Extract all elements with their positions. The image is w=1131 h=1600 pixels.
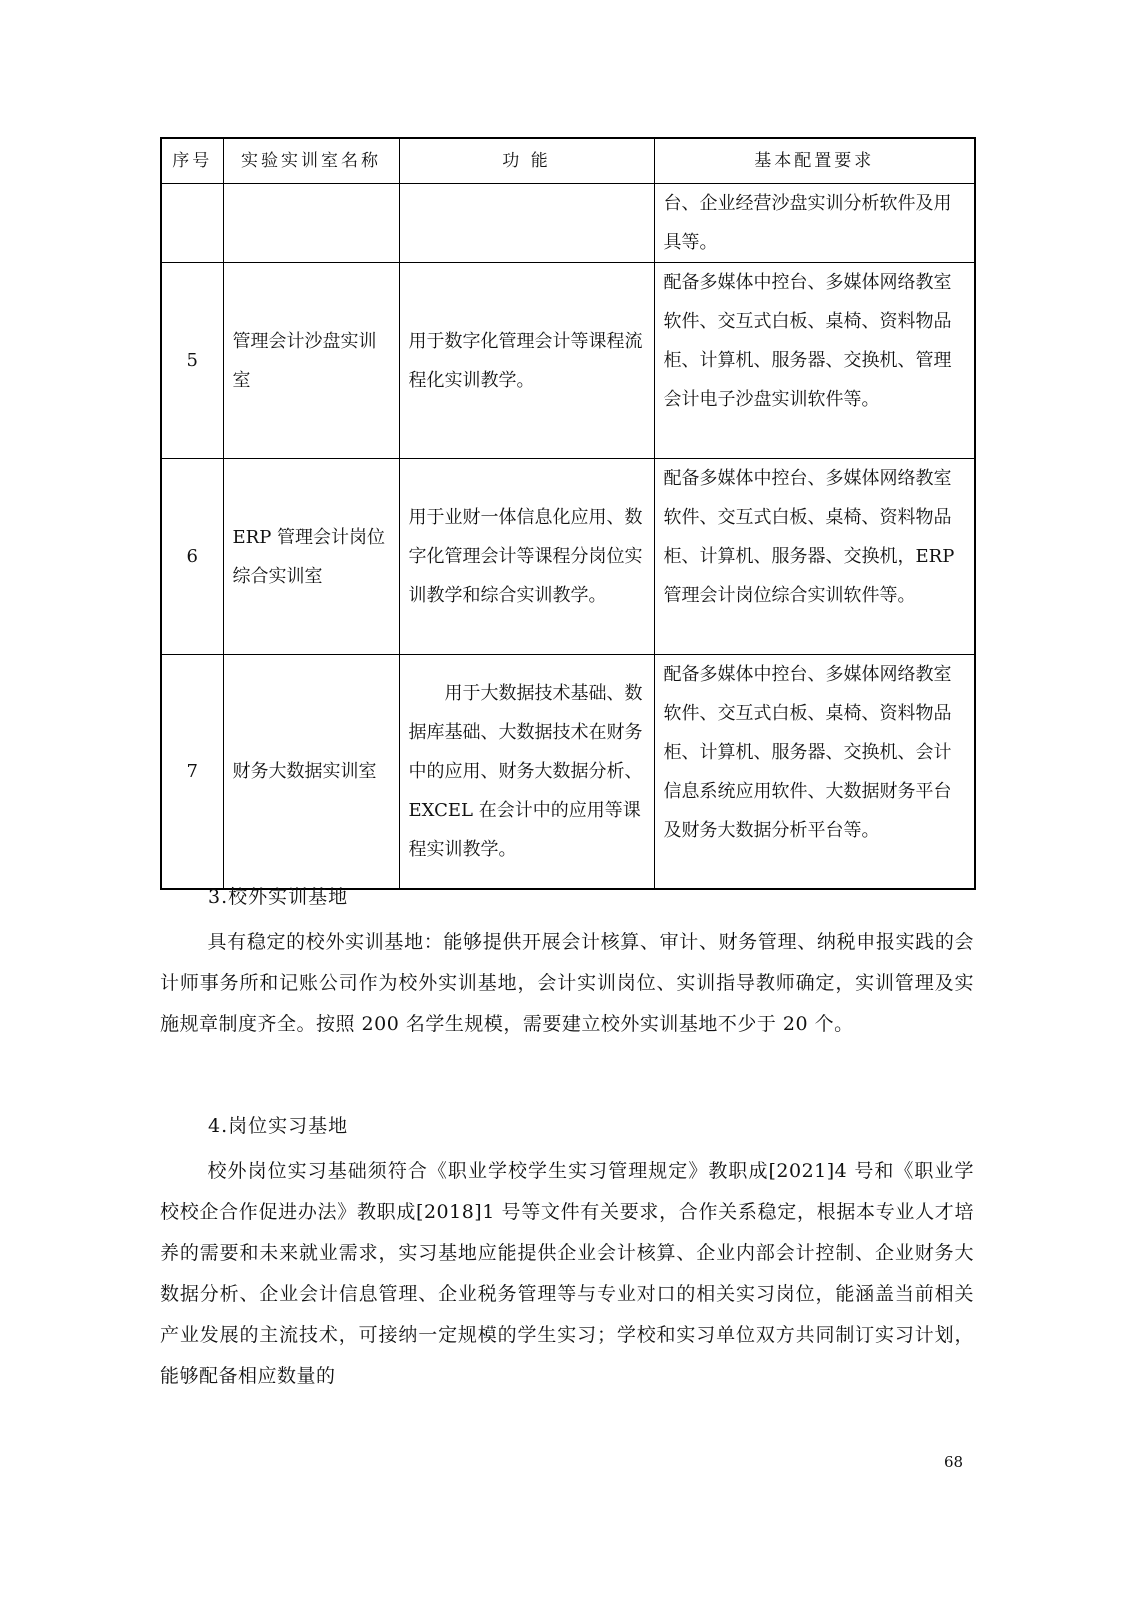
cell-num: 6 [161,459,223,655]
cell-num: 7 [161,655,223,890]
cell-function: 用于数字化管理会计等课程流程化实训教学。 [399,263,654,459]
cell-name [223,184,399,263]
table-row [161,655,975,890]
cell-requirements: 配备多媒体中控台、多媒体网络教室软件、交互式白板、桌椅、资料物品柜、计算机、服务器、交换机，ERP 管理会计岗位综合实训软件等。 [654,459,975,655]
cell-requirements: 配备多媒体中控台、多媒体网络教室软件、交互式白板、桌椅、资料物品柜、计算机、服务器、交换机、会计信息系统应用软件、大数据财务平台及财务大数据分析平台等。 [654,655,975,890]
cell-name: 管理会计沙盘实训室 [223,263,399,459]
paragraph-off-campus: 具有稳定的校外实训基地：能够提供开展会计核算、审计、财务管理、纳税申报实践的会计师事务所和记账公司作为校外实训基地，会计实训岗位、实训指导教师确定，实训管理及实施规章制度齐全。按照 200 名学生规模，需要建立校外实训基地不少于 20 个。 [160,931,974,1035]
cell-num [161,184,223,263]
cell-function: 用于业财一体信息化应用、数字化管理会计等课程分岗位实训教学和综合实训教学。 [399,459,654,655]
section-heading-internship: 4.岗位实习基地 [208,1115,349,1137]
cell-name: ERP 管理会计岗位综合实训室 [223,459,399,655]
header-lab-name: 实验实训室名称 [223,138,399,184]
table-row-continuation [161,184,975,263]
header-requirements: 基本配置要求 [654,138,975,184]
header-seq: 序号 [161,138,223,184]
lab-facilities-table [160,137,976,890]
table-row [161,459,975,655]
table-row [161,263,975,459]
table-header-row [161,138,975,184]
cell-function: 用于大数据技术基础、数据库基础、大数据技术在财务中的应用、财务大数据分析、EXCEL 在会计中的应用等课程实训教学。 [399,655,654,890]
cell-function [399,184,654,263]
cell-requirements: 配备多媒体中控台、多媒体网络教室软件、交互式白板、桌椅、资料物品柜、计算机、服务器、交换机、管理会计电子沙盘实训软件等。 [654,263,975,459]
cell-num: 5 [161,263,223,459]
cell-requirements: 台、企业经营沙盘实训分析软件及用具等。 [654,184,975,263]
section-heading-off-campus: 3.校外实训基地 [208,886,349,908]
header-function: 功 能 [399,138,654,184]
paragraph-internship: 校外岗位实习基础须符合《职业学校学生实习管理规定》教职成[2021]4 号和《职业学校校企合作促进办法》教职成[2018]1 号等文件有关要求，合作关系稳定，根据本专业人才培养的需要和未来就业需求，实习基地应能提供企业会计核算、企业内部会计控制、企业财务大数据分析、企业会计信息管理、企业税务管理等与专业对口的相关实习岗位，能涵盖当前相关产业发展的主流技术，可接纳一定规模的学生实习；学校和实习单位双方共同制订实习计划，能够配备相应数量的 [160,1160,974,1387]
cell-name: 财务大数据实训室 [223,655,399,890]
page-number: 68 [944,1453,964,1471]
